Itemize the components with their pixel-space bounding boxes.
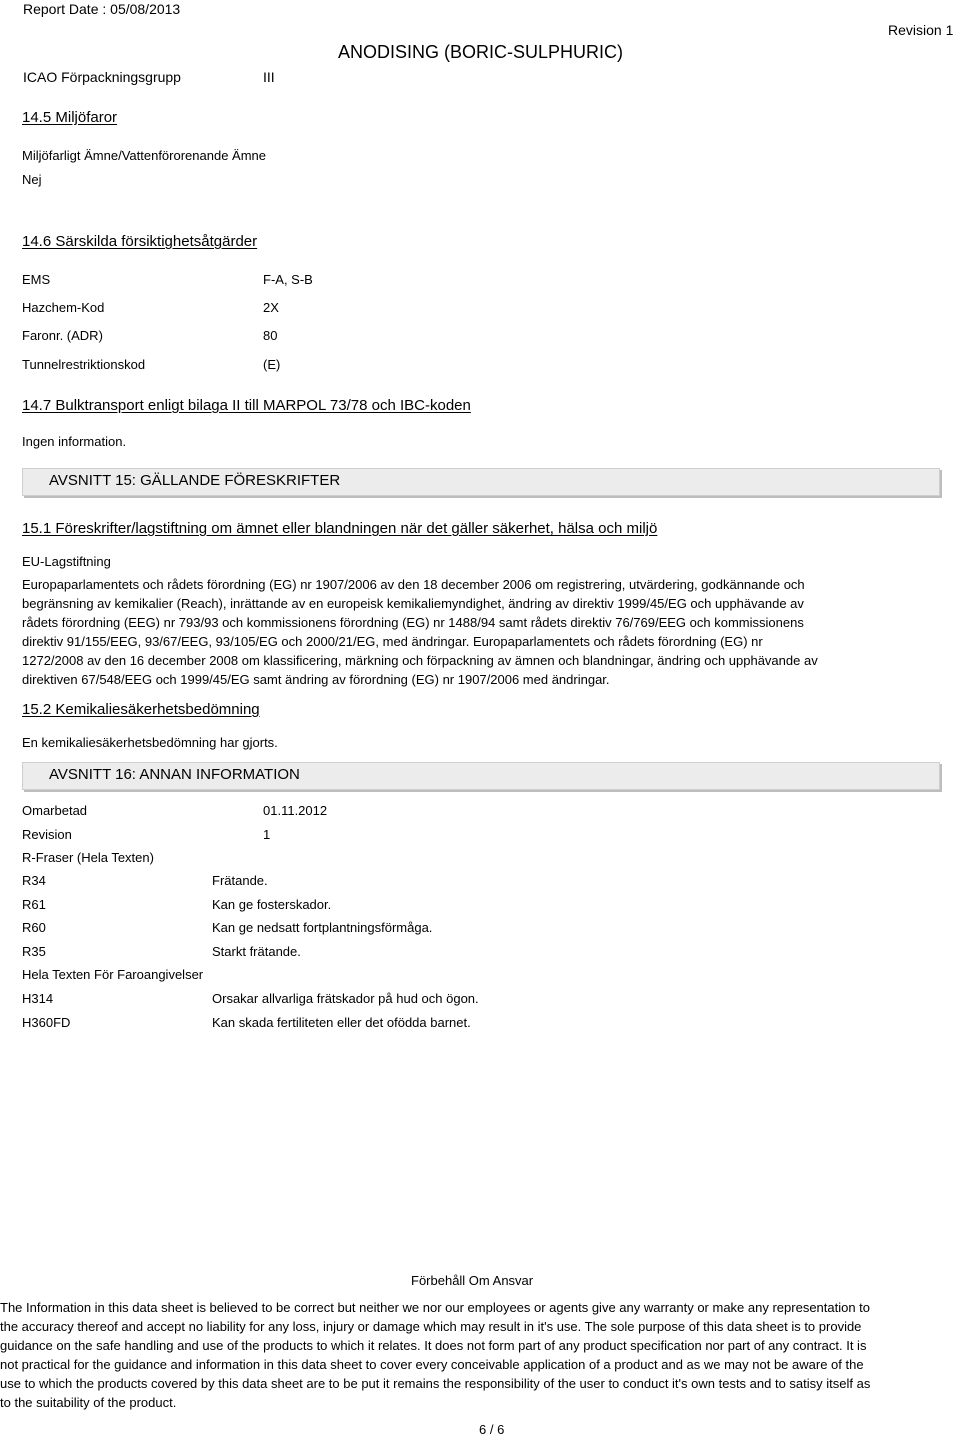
disclaimer-line: not practical for the guidance and information in this data sheet to cover every conceivable application of a product and as we may not be aware of the <box>0 1357 864 1372</box>
legislation-line: 1272/2008 av den 16 december 2008 om klassificering, märkning och förpackning av ämnen och blandningar, ändring och upphävande av <box>22 653 818 668</box>
ems-label: EMS <box>22 272 51 287</box>
heading-14-5: 14.5 Miljöfaror <box>22 109 118 126</box>
legislation-line: begränsning av kemikalier (Reach), inrättande av en europeisk kemikaliemyndighet, ändring av direktiv 1999/45/EG och upphävande av <box>22 596 804 611</box>
bulk-transport-text: Ingen information. <box>22 434 127 449</box>
r-phrase-code: R34 <box>22 873 46 888</box>
adr-value: 80 <box>263 328 278 343</box>
section-16-title: AVSNITT 16: ANNAN INFORMATION <box>49 766 300 783</box>
document-title: ANODISING (BORIC-SULPHURIC) <box>338 42 624 62</box>
env-hazard-value: Nej <box>22 172 42 187</box>
h-phrase-text: Orsakar allvarliga frätskador på hud och ögon. <box>212 991 479 1006</box>
hazchem-label: Hazchem-Kod <box>22 300 105 315</box>
r-phrase-code: R35 <box>22 944 46 959</box>
h-phrases-title: Hela Texten För Faroangivelser <box>22 967 204 982</box>
section-15-banner <box>22 468 940 496</box>
legislation-line: Europaparlamentets och rådets förordning (EG) nr 1907/2006 av den 18 december 2006 om registrering, utvärdering, godkännande och <box>22 577 805 592</box>
legislation-line: direktiven 67/548/EEG och 1999/45/EG samt ändring av förordning (EG) nr 1907/2006 med ändringar. <box>22 672 610 687</box>
disclaimer-line: The Information in this data sheet is believed to be correct but neither we nor our employees or agents give any warranty or make any representation to <box>0 1300 871 1315</box>
r-phrase-text: Kan ge nedsatt fortplantningsförmåga. <box>212 920 433 935</box>
disclaimer-line: guidance on the safe handling and use of the products to which it relates. It does not form part of any product specification nor part of any contract. It is <box>0 1338 867 1353</box>
eu-legislation-label: EU-Lagstiftning <box>22 554 111 569</box>
disclaimer-line: the accuracy thereof and accept no liability for any loss, injury or damage which may result in it's use. The sole purpose of this data sheet is to provide <box>0 1319 862 1334</box>
adr-label: Faronr. (ADR) <box>22 328 103 343</box>
revised-label: Omarbetad <box>22 803 88 818</box>
section-15-title: AVSNITT 15: GÄLLANDE FÖRESKRIFTER <box>49 472 341 489</box>
icao-label: ICAO Förpackningsgrupp <box>23 69 181 85</box>
disclaimer-line: to the suitability of the product. <box>0 1395 177 1410</box>
report-date: Report Date : 05/08/2013 <box>23 1 181 17</box>
tunnel-value: (E) <box>263 357 281 372</box>
heading-14-7: 14.7 Bulktransport enligt bilaga II till MARPOL 73/78 och IBC-koden <box>22 397 471 414</box>
h-phrase-text: Kan skada fertiliteten eller det ofödda barnet. <box>212 1015 471 1030</box>
hazchem-value: 2X <box>263 300 279 315</box>
disclaimer-text <box>0 1298 950 1412</box>
revision-label: Revision <box>22 827 72 842</box>
ems-value: F-A, S-B <box>263 272 313 287</box>
section-16-banner <box>22 762 940 790</box>
heading-15-2: 15.2 Kemikaliesäkerhetsbedömning <box>22 701 260 718</box>
page-number: 6 / 6 <box>479 1422 505 1437</box>
heading-15-1: 15.1 Föreskrifter/lagstiftning om ämnet eller blandningen när det gäller säkerhet, hälsa och miljö <box>22 520 658 537</box>
env-hazard-label: Miljöfarligt Ämne/Vattenförorenande Ämne <box>22 148 266 163</box>
r-phrases-title: R-Fraser (Hela Texten) <box>22 850 154 865</box>
h-phrase-code: H314 <box>22 991 54 1006</box>
revision-header: Revision 1 <box>888 22 954 38</box>
chemical-safety-text: En kemikaliesäkerhetsbedömning har gjorts. <box>22 735 278 750</box>
disclaimer-line: use to which the products covered by this data sheet are to be put it remains the responsibility of the user to conduct it's own tests and to satisy itself as <box>0 1376 871 1391</box>
disclaimer-title: Förbehåll Om Ansvar <box>411 1273 534 1288</box>
legislation-line: direktiv 91/155/EEG, 93/67/EEG, 93/105/EG och 2000/21/EG, med ändringar. Europaparlamentets och rådets förordning (EG) nr <box>22 634 763 649</box>
revision-value: 1 <box>263 827 271 842</box>
r-phrase-code: R60 <box>22 920 46 935</box>
icao-value: III <box>263 69 275 85</box>
tunnel-label: Tunnelrestriktionskod <box>22 357 146 372</box>
h-phrase-code: H360FD <box>22 1015 71 1030</box>
r-phrase-code: R61 <box>22 897 46 912</box>
eu-legislation-text <box>22 575 922 689</box>
revised-value: 01.11.2012 <box>263 803 328 818</box>
legislation-line: rådets förordning (EEG) nr 793/93 och kommissionens förordning (EG) nr 1488/94 samt rådets direktiv 76/769/EEG och kommissionens <box>22 615 804 630</box>
r-phrase-text: Frätande. <box>212 873 268 888</box>
r-phrase-text: Kan ge fosterskador. <box>212 897 332 912</box>
r-phrase-text: Starkt frätande. <box>212 944 301 959</box>
heading-14-6: 14.6 Särskilda försiktighetsåtgärder <box>22 233 258 250</box>
